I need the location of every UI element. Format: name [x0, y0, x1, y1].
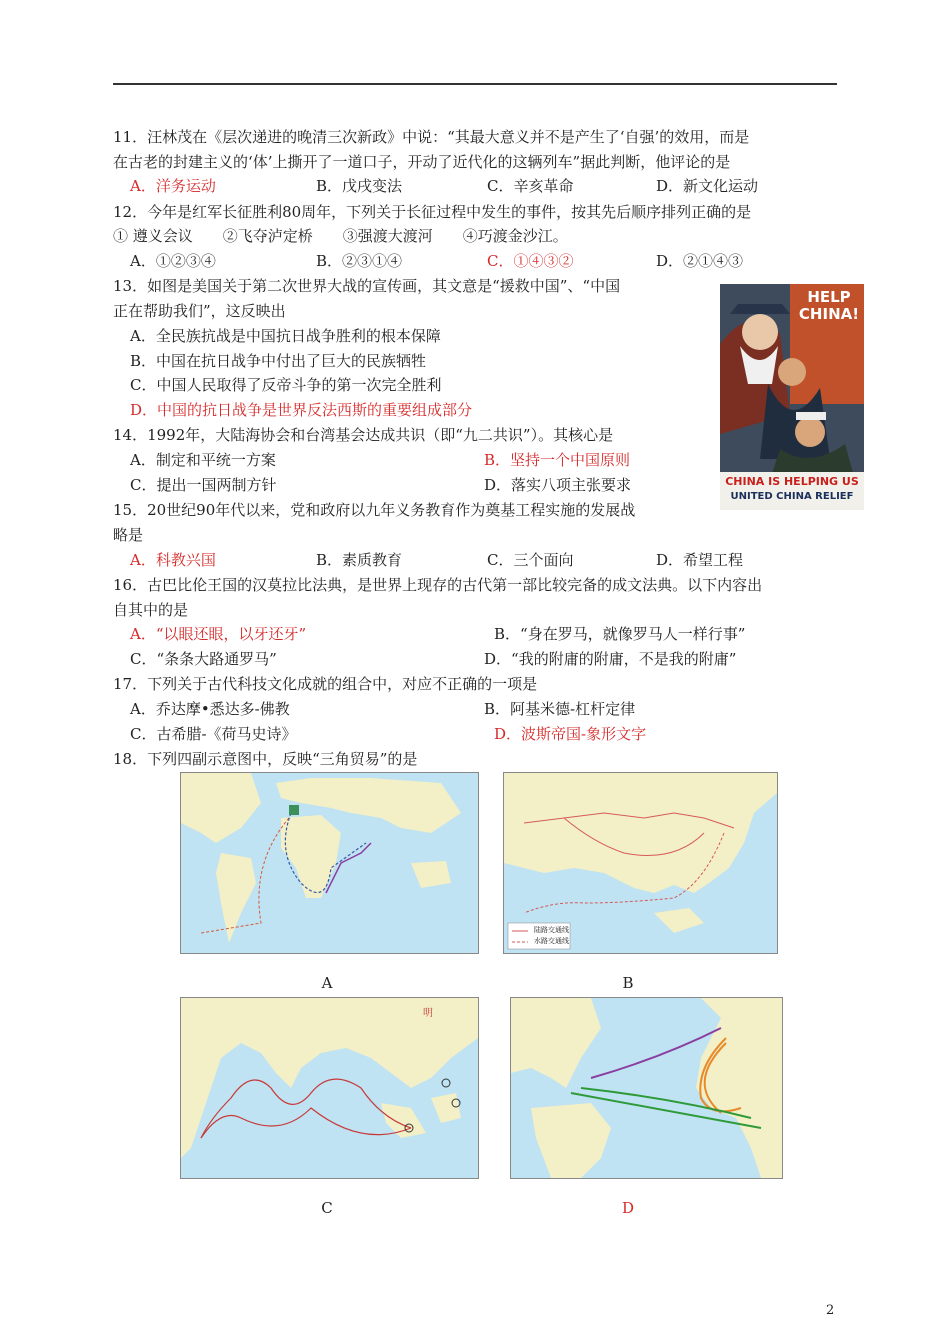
q13-option-d: D．中国的抗日战争是世界反法西斯的重要组成部分	[130, 401, 473, 419]
q14-option-a: A．制定和平统一方案	[130, 451, 276, 469]
map-a	[180, 772, 479, 954]
q12-option-a: A．①②③④	[130, 252, 216, 270]
map-b-legend-land: 陆路交通线	[534, 926, 569, 934]
q12-option-d: D．②①④③	[656, 252, 744, 270]
poster-headline: HELP CHINA!	[798, 288, 860, 323]
q11-option-b: B．戊戌变法	[316, 177, 403, 195]
q17-option-a: A．乔达摩•悉达多-佛教	[130, 700, 290, 718]
q14-option-d: D．落实八项主张要求	[484, 476, 632, 494]
q11-option-c: C．辛亥革命	[487, 177, 574, 195]
q16-stem-2: 自其中的是	[113, 601, 189, 619]
q17-option-b: B．阿基米德-杠杆定律	[484, 700, 636, 718]
q13-stem-2: 正在帮助我们”，这反映出	[113, 302, 286, 320]
page-number: 2	[826, 1303, 835, 1318]
map-c-drawing	[181, 998, 478, 1178]
q16-option-d: D．“我的附庸的附庸，不是我的附庸”	[484, 650, 737, 668]
map-b-caption: B	[622, 974, 634, 992]
q12-option-c: C．①④③②	[487, 252, 574, 270]
q16-option-c: C．“条条大路通罗马”	[130, 650, 277, 668]
header-rule	[113, 83, 837, 85]
q11-option-a: A．洋务运动	[130, 177, 216, 195]
q17-stem-1: 17．下列关于古代科技文化成就的组合中，对应不正确的一项是	[113, 675, 538, 693]
q14-option-c: C．提出一国两制方针	[130, 476, 277, 494]
map-a-caption: A	[321, 974, 333, 992]
q17-option-d: D．波斯帝国-象形文字	[494, 725, 647, 743]
q14-stem-1: 14．1992年，大陆海协会和台湾基会达成共识（即“九二共识”）。其核心是	[113, 426, 614, 444]
map-c-caption: C	[321, 1199, 333, 1217]
map-d-drawing	[511, 998, 782, 1178]
map-a-drawing	[181, 773, 478, 953]
q15-stem-2: 略是	[113, 526, 144, 544]
q15-stem-1: 15．20世纪90年代以来，党和政府以九年义务教育作为奠基工程实施的发展战	[113, 501, 636, 519]
q14-option-b: B．坚持一个中国原则	[484, 451, 631, 469]
q15-option-a: A．科教兴国	[130, 551, 216, 569]
q15-option-b: B．素质教育	[316, 551, 403, 569]
q16-option-a: A．“以眼还眼，以牙还牙”	[130, 625, 307, 643]
q13-option-a: A．全民族抗战是中国抗日战争胜利的根本保障	[130, 327, 441, 345]
poster-slogan-1: CHINA IS HELPING US	[725, 475, 859, 488]
q11-option-d: D．新文化运动	[656, 177, 759, 195]
map-d	[510, 997, 783, 1179]
map-b	[503, 772, 778, 954]
q13-stem-1: 13．如图是美国关于第二次世界大战的宣传画，其文意是“援救中国”、“中国	[113, 277, 621, 295]
q11-stem-2: 在古老的封建主义的‘体’上撕开了一道口子，开动了近代化的这辆列车”据此判断，他评论的是	[113, 153, 731, 171]
q12-stem-2: ① 遵义会议 ②飞夺泸定桥 ③强渡大渡河 ④巧渡金沙江。	[113, 227, 568, 245]
q12-option-b: B．②③①④	[316, 252, 403, 270]
propaganda-poster	[720, 284, 864, 510]
map-c	[180, 997, 479, 1179]
q18-stem-1: 18．下列四副示意图中，反映“三角贸易”的是	[113, 750, 418, 768]
q15-option-d: D．希望工程	[656, 551, 744, 569]
q12-stem-1: 12．今年是红军长征胜利80周年，下列关于长征过程中发生的事件，按其先后顺序排列正确的是	[113, 203, 752, 221]
map-d-caption: D	[621, 1199, 635, 1217]
q11-stem-1: 11．汪林茂在《层次递进的晚清三次新政》中说：“其最大意义并不是产生了‘自强’的效用，而是	[113, 128, 750, 146]
map-c-ming-label: 明	[423, 1008, 433, 1019]
q17-option-c: C．古希腊-《荷马史诗》	[130, 725, 297, 743]
q16-stem-1: 16．古巴比伦王国的汉莫拉比法典，是世界上现存的古代第一部比较完备的成文法典。以下内容出	[113, 576, 763, 594]
map-b-legend-sea: 水路交通线	[534, 937, 569, 945]
poster-slogan-2: UNITED CHINA RELIEF	[730, 491, 854, 502]
q13-option-b: B．中国在抗日战争中付出了巨大的民族牺牲	[130, 352, 427, 370]
q13-option-c: C．中国人民取得了反帝斗争的第一次完全胜利	[130, 376, 442, 394]
q15-option-c: C．三个面向	[487, 551, 574, 569]
q16-option-b: B．“身在罗马，就像罗马人一样行事”	[494, 625, 746, 643]
